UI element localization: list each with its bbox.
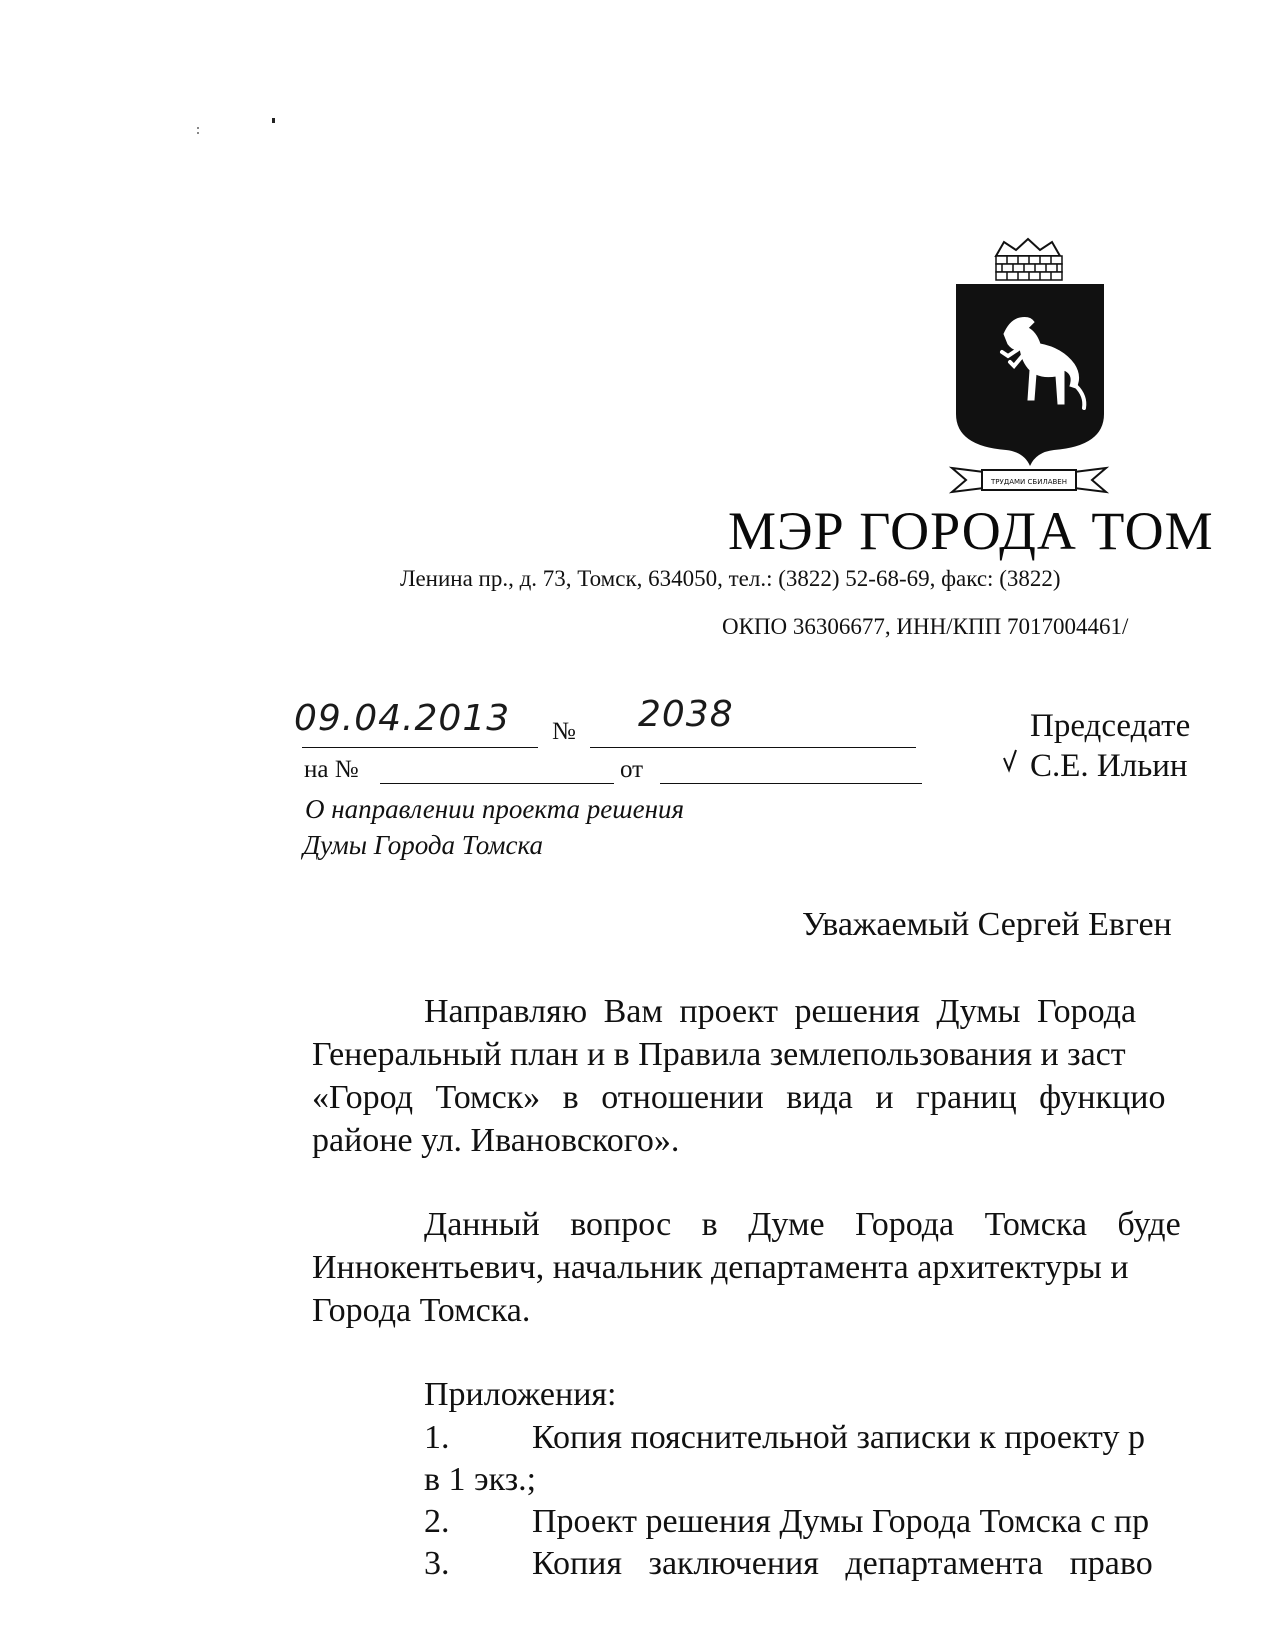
number-underline (590, 747, 916, 748)
handwritten-date: 09.04.2013 (294, 698, 511, 739)
check-mark-icon (1002, 748, 1018, 776)
paragraph-line: Иннокентьевич, начальник департамента архитектуры и (312, 1249, 1129, 1286)
scan-speck (197, 132, 199, 134)
attachment-number: 1. (424, 1419, 450, 1456)
scan-speck (272, 118, 275, 123)
from-label: от (620, 756, 644, 783)
scan-speck (197, 127, 199, 129)
reply-to-label: на № (304, 756, 359, 783)
salutation: Уважаемый Сергей Евген (802, 906, 1172, 943)
paragraph-line: Данный вопрос в Думе Города Томска буде (424, 1206, 1181, 1243)
tomsk-coat-of-arms-horse-icon (944, 236, 1114, 498)
handwritten-number: 2038 (638, 694, 734, 735)
attachments-heading: Приложения: (424, 1376, 617, 1413)
recipient-title: Председате (1030, 708, 1191, 744)
subject-line: Думы Города Томска (303, 830, 543, 860)
paragraph-line: Генеральный план и в Правила землепользования и заст (312, 1036, 1126, 1073)
paragraph-line: «Город Томск» в отношении вида и границ функцио (312, 1079, 1166, 1116)
address-line: Ленина пр., д. 73, Томск, 634050, тел.: (3822) 52-68-69, факс: (3822) (400, 566, 1061, 591)
crest-motto: ТРУДАМИ СБИЛАВЕН (991, 478, 1067, 486)
date-underline (302, 747, 538, 748)
recipient-name: С.Е. Ильин (1030, 748, 1188, 784)
subject-line: О направлении проекта решения (305, 794, 685, 824)
attachment-continuation: в 1 экз.; (424, 1461, 537, 1498)
paragraph-line: Города Томска. (312, 1292, 531, 1329)
reply-to-underline (380, 783, 614, 784)
crown-icon (996, 239, 1062, 280)
attachment-text: Копия пояснительной записки к проекту р (532, 1419, 1145, 1456)
attachment-text: Копия заключения департамента право (532, 1545, 1153, 1582)
from-underline (660, 783, 922, 784)
paragraph-line: районе ул. Ивановского». (312, 1122, 680, 1159)
number-sign: № (552, 718, 576, 745)
page-title: МЭР ГОРОДА ТОМ (728, 501, 1214, 561)
paragraph-line: Направляю Вам проект решения Думы Города (424, 993, 1137, 1030)
attachment-number: 2. (424, 1503, 450, 1540)
ribbon-icon (952, 468, 984, 492)
attachment-number: 3. (424, 1545, 450, 1582)
registration-codes: ОКПО 36306677, ИНН/КПП 7017004461/ (722, 614, 1129, 639)
attachment-text: Проект решения Думы Города Томска с пр (532, 1503, 1150, 1540)
